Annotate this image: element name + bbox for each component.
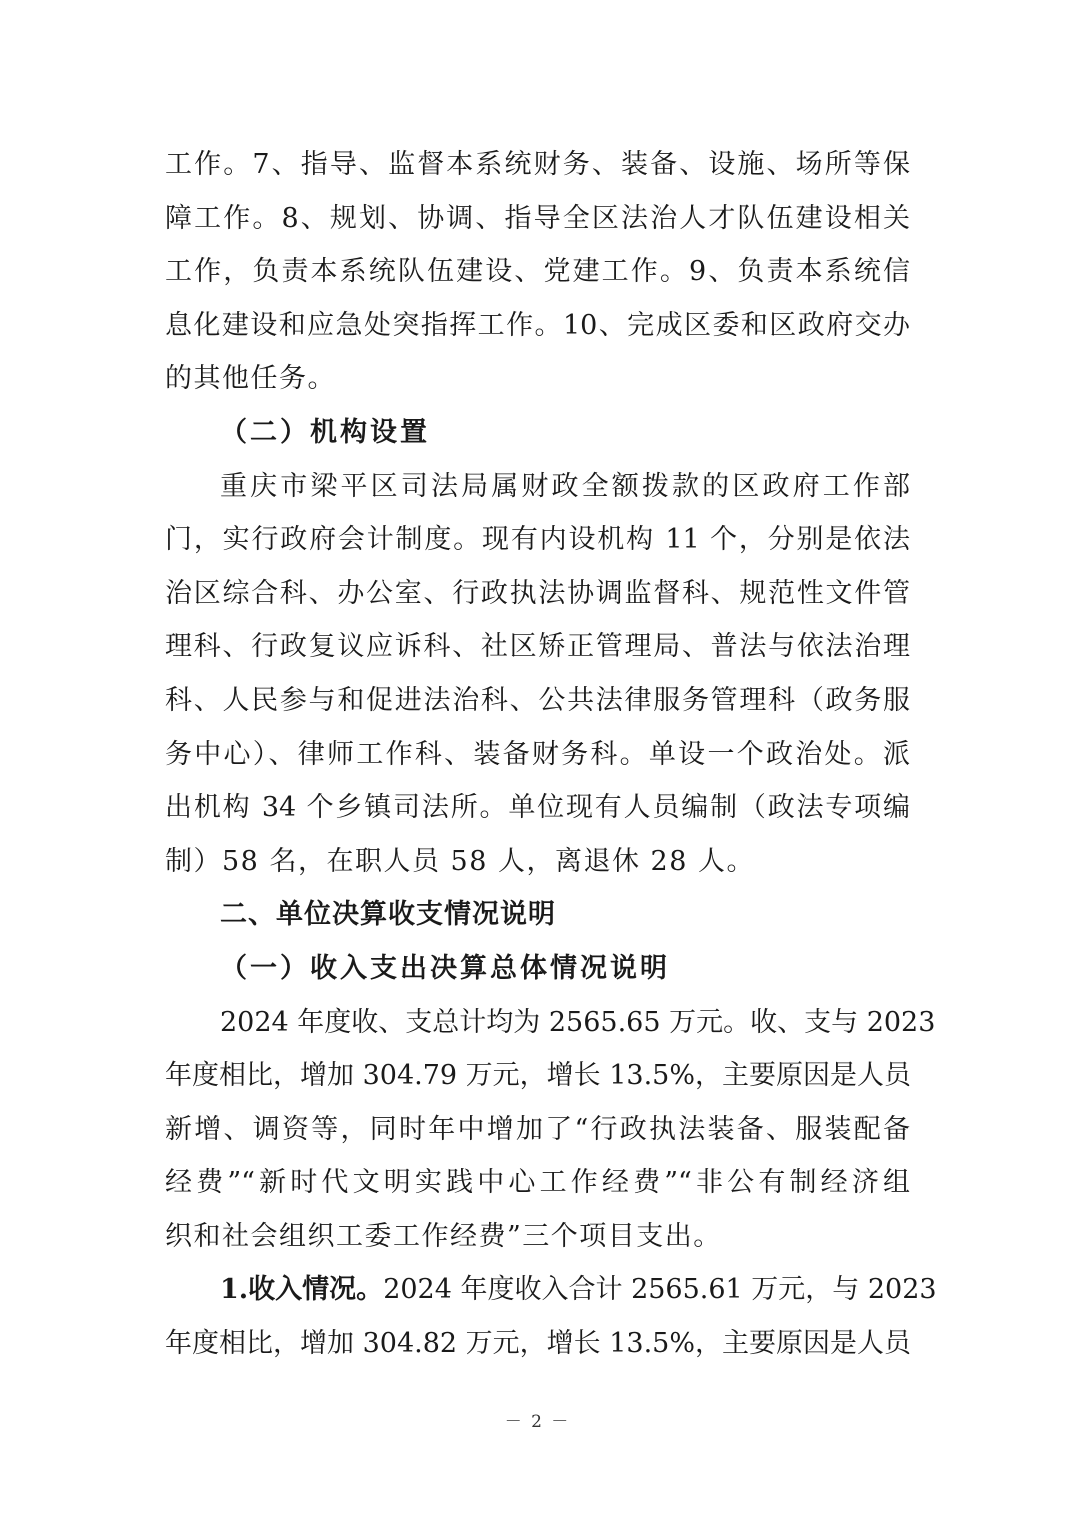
text-line: 年度相比，增加 304.79 万元，增长 13.5%，主要原因是人员 [165, 1060, 911, 1092]
income-line-text: 2024 年度收入合计 2565.61 万元，与 2023 [383, 1274, 937, 1306]
text-line: 理科、行政复议应诉科、社区矫正管理局、普法与依法治理 [165, 631, 910, 663]
text-line: 的其他任务。 [165, 363, 336, 395]
paragraph-organization [165, 460, 910, 889]
text-line: 务中心）、律师工作科、装备财务科。单设一个政治处。派 [165, 738, 910, 770]
text-line: 年度相比，增加 304.82 万元，增长 13.5%，主要原因是人员 [165, 1328, 911, 1360]
text-line: 织和社会组织工委工作经费”三个项目支出。 [165, 1220, 722, 1252]
text-line: 2024 年度收、支总计均为 2565.65 万元。收、支与 2023 [220, 1006, 936, 1038]
paragraph-income [165, 1263, 937, 1370]
text-line: 科、人民参与和促进法治科、公共法律服务管理科（政务服 [165, 684, 910, 716]
paragraph-overview [165, 996, 936, 1264]
text-line: 制）58 名，在职人员 58 人，离退休 28 人。 [165, 845, 755, 877]
section-heading-budget: 二、单位决算收支情况说明 [220, 899, 556, 931]
text-line: 重庆市梁平区司法局属财政全额拨款的区政府工作部 [220, 470, 910, 502]
text-line: 出机构 34 个乡镇司法所。单位现有人员编制（政法专项编 [165, 792, 910, 824]
text-line: 工作。7、指导、监督本系统财务、装备、设施、场所等保 [165, 149, 910, 180]
paragraph-duties-continued [165, 138, 910, 406]
text-line: 息化建设和应急处突指挥工作。10、完成区委和区政府交办 [165, 309, 910, 341]
text-line [165, 1263, 937, 1317]
text-line: 经费”“新时代文明实践中心工作经费”“非公有制经济组 [165, 1167, 910, 1199]
page-number: － 2 － [504, 1412, 571, 1432]
text-line: 新增、调资等，同时年中增加了“行政执法装备、服装配备 [165, 1113, 910, 1145]
income-lead-label: 1.收入情况。 [220, 1274, 384, 1306]
text-line: 门，实行政府会计制度。现有内设机构 11 个，分别是依法 [165, 524, 910, 556]
text-line: 障工作。8、规划、协调、指导全区法治人才队伍建设相关 [165, 202, 910, 234]
text-line: 治区综合科、办公室、行政执法协调监督科、规范性文件管 [165, 577, 910, 609]
subheading-overview: （一）收入支出决算总体情况说明 [220, 952, 670, 984]
document-body [165, 138, 937, 1371]
subheading-organization: （二）机构设置 [220, 416, 430, 448]
text-line: 工作，负责本系统队伍建设、党建工作。9、负责本系统信 [165, 256, 910, 288]
